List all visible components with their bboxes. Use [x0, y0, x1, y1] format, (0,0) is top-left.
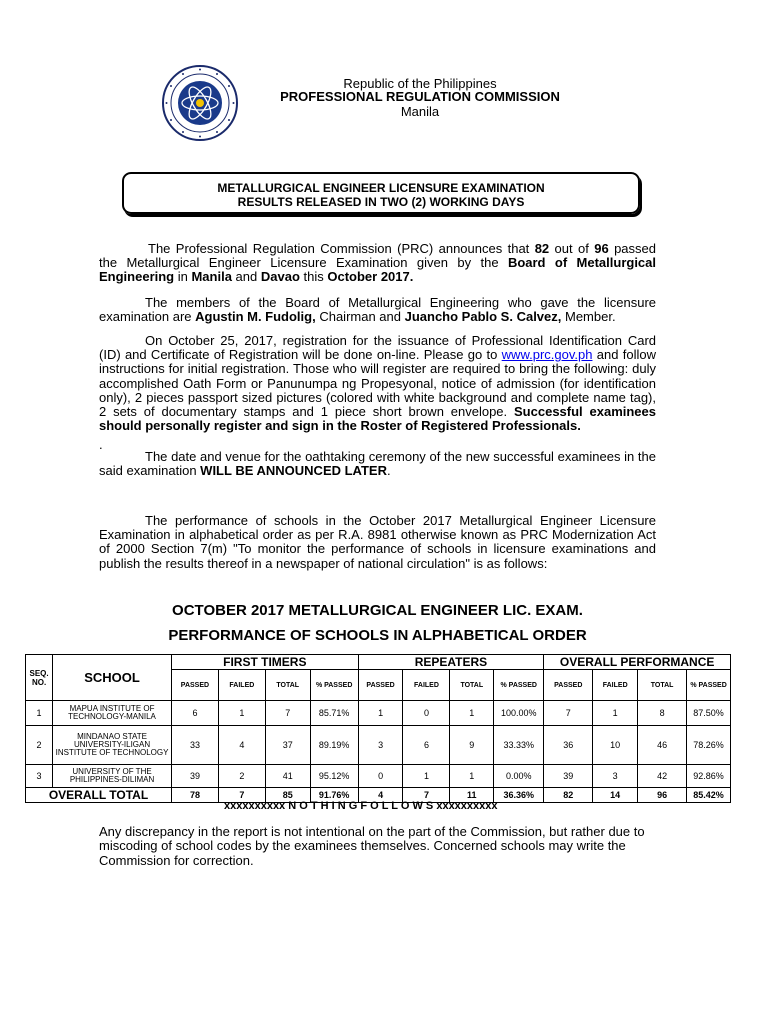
value-cell: 41: [265, 765, 310, 788]
value-cell: 89.19%: [310, 726, 358, 765]
group-header-repeaters: REPEATERS: [358, 655, 544, 670]
total-value-cell: 96: [638, 788, 687, 803]
seq-no-header: SEQ. NO.: [26, 655, 53, 701]
value-cell: 7: [544, 701, 593, 726]
value-cell: 1: [450, 765, 494, 788]
paragraph-oathtaking: The date and venue for the oathtaking ceremony of the new successful examinees in the said examination WILL BE ANNOUNCED LATER.: [99, 449, 656, 479]
sub-header-passed: % PASSED: [687, 670, 731, 701]
value-cell: 10: [593, 726, 638, 765]
school-performance-table: [25, 654, 731, 803]
value-cell: 2: [218, 765, 265, 788]
value-cell: 100.00%: [494, 701, 544, 726]
total-value-cell: 14: [593, 788, 638, 803]
group-header-first-timers: FIRST TIMERS: [171, 655, 358, 670]
value-cell: 1: [450, 701, 494, 726]
value-cell: 9: [450, 726, 494, 765]
header-city: Manila: [400, 104, 440, 119]
sub-header-failed: FAILED: [218, 670, 265, 701]
disclaimer-paragraph: Any discrepancy in the report is not intentional on the part of the Commission, but rather due to miscoding of school codes by the examinees themselves. Concerned schools may write the Commission for correction.: [99, 824, 645, 868]
value-cell: 33: [171, 726, 218, 765]
value-cell: 95.12%: [310, 765, 358, 788]
total-value-cell: 82: [544, 788, 593, 803]
header-country: Republic of the Philippines: [343, 76, 497, 91]
total-value-cell: 11: [450, 788, 494, 803]
value-cell: 1: [593, 701, 638, 726]
header-agency: PROFESSIONAL REGULATION COMMISSION: [280, 89, 560, 104]
value-cell: 36: [544, 726, 593, 765]
seq-no-cell: 3: [26, 765, 53, 788]
paragraph-board-members: The members of the Board of Metallurgical Engineering who gave the licensure examination are Agustin M. Fudolig, Chairman and Juancho Pablo S. Calvez, Member.: [99, 295, 656, 325]
value-cell: 0.00%: [494, 765, 544, 788]
value-cell: 1: [403, 765, 450, 788]
sub-header-passed: % PASSED: [494, 670, 544, 701]
value-cell: 1: [218, 701, 265, 726]
sub-header-total: TOTAL: [450, 670, 494, 701]
value-cell: 3: [593, 765, 638, 788]
value-cell: 6: [403, 726, 450, 765]
overall-total-label: OVERALL TOTAL: [26, 788, 172, 803]
value-cell: 0: [358, 765, 403, 788]
group-header-overall: OVERALL PERFORMANCE: [544, 655, 731, 670]
paragraph-registration: On October 25, 2017, registration for the issuance of Professional Identification Card (ID) and Certificate of Registration will be done on-line. Please go to www.prc.gov.ph and follow instructions for initial registration. Those who will register are required to bring the following: duly accomplished Oath Form or Panunumpa ng Propesyonal, notice of admission (for identification only), 2 pieces passport sized pictures (colored with white background and complete name tag), 2 sets of documentary stamps and 1 piece short brown envelope. Successful examinees should personally register and sign in the Roster of Registered Professionals.: [99, 333, 657, 434]
announcement-title-line1: METALLURGICAL ENGINEER LICENSURE EXAMINATION: [217, 181, 545, 195]
value-cell: 33.33%: [494, 726, 544, 765]
school-header: SCHOOL: [53, 655, 172, 701]
total-value-cell: 36.36%: [494, 788, 544, 803]
table-title-line2: PERFORMANCE OF SCHOOLS IN ALPHABETICAL ORDER: [168, 627, 587, 644]
announcement-title-line2: RESULTS RELEASED IN TWO (2) WORKING DAYS: [237, 195, 525, 209]
value-cell: 7: [265, 701, 310, 726]
value-cell: 87.50%: [687, 701, 731, 726]
total-value-cell: 7: [218, 788, 265, 803]
value-cell: 3: [358, 726, 403, 765]
sub-header-total: TOTAL: [265, 670, 310, 701]
table-row: [26, 765, 731, 788]
value-cell: 8: [638, 701, 687, 726]
total-value-cell: 7: [403, 788, 450, 803]
sub-header-passed: % PASSED: [310, 670, 358, 701]
sub-header-passed: PASSED: [358, 670, 403, 701]
paragraph-results: The Professional Regulation Commission (PRC) announces that 82 out of 96 passed the Metallurgical Engineer Licensure Examination given by the Board of Metallurgical Engineering in Manila and Davao this October 2017.: [99, 241, 656, 285]
sub-header-passed: PASSED: [544, 670, 593, 701]
total-value-cell: 78: [171, 788, 218, 803]
announcement-title-box: [122, 172, 640, 214]
value-cell: 37: [265, 726, 310, 765]
prc-seal-logo: [161, 64, 239, 142]
total-value-cell: 85.42%: [687, 788, 731, 803]
value-cell: 39: [544, 765, 593, 788]
school-name-cell: MINDANAO STATE UNIVERSITY-ILIGAN INSTITUTE OF TECHNOLOGY: [53, 726, 172, 765]
sub-header-passed: PASSED: [171, 670, 218, 701]
sub-header-failed: FAILED: [403, 670, 450, 701]
value-cell: 1: [358, 701, 403, 726]
value-cell: 92.86%: [687, 765, 731, 788]
stray-period: .: [99, 437, 103, 452]
value-cell: 85.71%: [310, 701, 358, 726]
value-cell: 46: [638, 726, 687, 765]
value-cell: 4: [218, 726, 265, 765]
prc-website-link[interactable]: www.prc.gov.ph: [501, 347, 593, 363]
value-cell: 42: [638, 765, 687, 788]
value-cell: 6: [171, 701, 218, 726]
sub-header-total: TOTAL: [638, 670, 687, 701]
school-name-cell: MAPUA INSTITUTE OF TECHNOLOGY-MANILA: [53, 701, 172, 726]
sub-header-failed: FAILED: [593, 670, 638, 701]
value-cell: 78.26%: [687, 726, 731, 765]
nothing-follows-marker: xxxxxxxxxx N O T H I N G F O L L O W S xxxxxxxxxx: [224, 800, 498, 812]
paragraph-school-performance: The performance of schools in the October 2017 Metallurgical Engineer Licensure Examination in alphabetical order as per R.A. 8981 otherwise known as PRC Modernization Act of 2000 Section 7(m) "To monitor the performance of schools in licensure examinations and publish the results thereof in a newspaper of national circulation" is as follows:: [99, 513, 656, 571]
total-value-cell: 91.76%: [310, 788, 358, 803]
total-value-cell: 85: [265, 788, 310, 803]
seq-no-cell: 2: [26, 726, 53, 765]
value-cell: 0: [403, 701, 450, 726]
table-row: [26, 726, 731, 765]
table-row: [26, 701, 731, 726]
seq-no-cell: 1: [26, 701, 53, 726]
table-title-line1: OCTOBER 2017 METALLURGICAL ENGINEER LIC. EXAM.: [172, 602, 583, 619]
value-cell: 39: [171, 765, 218, 788]
total-value-cell: 4: [358, 788, 403, 803]
school-name-cell: UNIVERSITY OF THE PHILIPPINES-DILIMAN: [53, 765, 172, 788]
